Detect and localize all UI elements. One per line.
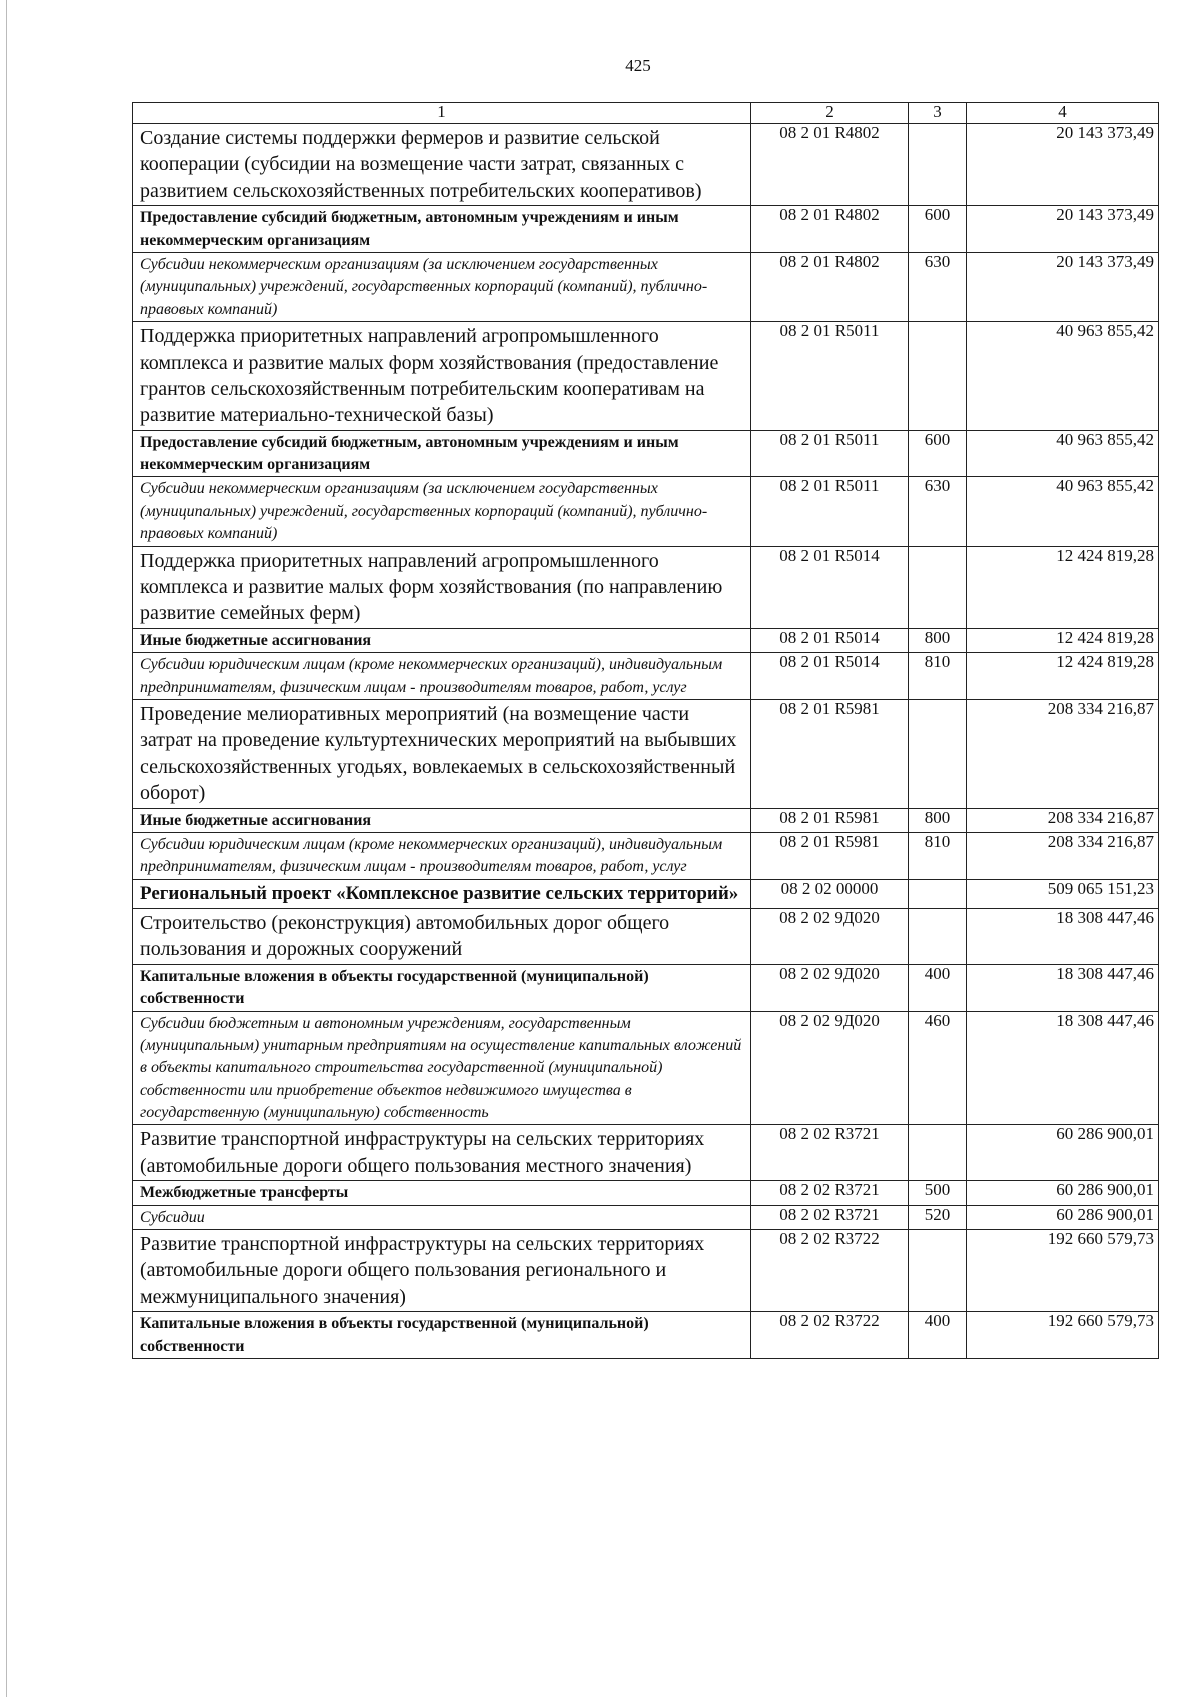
table-row [133,546,1159,628]
scan-edge-line [6,0,7,1697]
row-type: 810 [909,653,967,700]
row-type [909,124,967,206]
header-col-code: 2 [751,103,909,124]
budget-table [132,102,1159,1359]
table-row [133,1181,1159,1205]
row-code: 08 2 02 9Д020 [751,908,909,964]
table-row [133,322,1159,431]
row-type: 800 [909,628,967,652]
row-type: 400 [909,1312,967,1359]
row-amount: 18 308 447,46 [967,964,1159,1011]
row-name: Создание системы поддержки фермеров и развитие сельской кооперации (субсидии на возмещение части затрат, связанных с развитием сельскохозяйственных потребительских кооперативов) [133,124,751,206]
row-name: Субсидии юридическим лицам (кроме некоммерческих организаций), индивидуальным предпринимателям, физическим лицам - производителям товаров, работ, услуг [133,832,751,879]
row-amount: 208 334 216,87 [967,699,1159,808]
row-name: Субсидии некоммерческим организациям (за исключением государственных (муниципальных) учреждений, государственных корпораций (компаний), публично-правовых компаний) [133,252,751,321]
row-type: 600 [909,206,967,253]
row-amount: 40 963 855,42 [967,477,1159,546]
row-name: Субсидии некоммерческим организациям (за исключением государственных (муниципальных) учреждений, государственных корпораций (компаний), публично-правовых компаний) [133,477,751,546]
row-code: 08 2 02 00000 [751,879,909,908]
row-name: Поддержка приоритетных направлений агропромышленного комплекса и развитие малых форм хозяйствования (по направлению развитие семейных ферм) [133,546,751,628]
table-row [133,1312,1159,1359]
row-amount: 40 963 855,42 [967,430,1159,477]
header-col-amount: 4 [967,103,1159,124]
table-row [133,252,1159,321]
row-name: Капитальные вложения в объекты государственной (муниципальной) собственности [133,964,751,1011]
row-amount: 509 065 151,23 [967,879,1159,908]
table-row [133,879,1159,908]
row-code: 08 2 02 9Д020 [751,1011,909,1125]
row-amount: 60 286 900,01 [967,1181,1159,1205]
table-row [133,653,1159,700]
row-name: Развитие транспортной инфраструктуры на сельских территориях (автомобильные дороги общего пользования регионального и межмуниципального значения) [133,1230,751,1312]
row-amount: 60 286 900,01 [967,1125,1159,1181]
table-row [133,908,1159,964]
row-name: Проведение мелиоративных мероприятий (на возмещение части затрат на проведение культуртехнических мероприятий на выбывших сельскохозяйственных угодьях, вовлекаемых в сельскохозяйственный оборот) [133,699,751,808]
row-type [909,322,967,431]
row-amount: 208 334 216,87 [967,808,1159,832]
row-name: Капитальные вложения в объекты государственной (муниципальной) собственности [133,1312,751,1359]
table-row [133,430,1159,477]
row-type: 400 [909,964,967,1011]
row-type [909,1125,967,1181]
row-amount: 12 424 819,28 [967,546,1159,628]
table-row [133,628,1159,652]
row-code: 08 2 01 R5014 [751,628,909,652]
row-code: 08 2 01 R5981 [751,808,909,832]
row-name: Субсидии бюджетным и автономным учреждениям, государственным (муниципальным) унитарным предприятиям на осуществление капитальных вложений в объекты капитального строительства государственной (муниципальной) собственности или приобретение объектов недвижимого имущества в государственную (муниципальную) собственность [133,1011,751,1125]
row-type: 460 [909,1011,967,1125]
row-amount: 18 308 447,46 [967,1011,1159,1125]
row-code: 08 2 02 R3722 [751,1312,909,1359]
row-code: 08 2 02 R3721 [751,1125,909,1181]
row-type: 800 [909,808,967,832]
row-code: 08 2 01 R4802 [751,206,909,253]
row-code: 08 2 01 R5011 [751,430,909,477]
row-code: 08 2 01 R5011 [751,477,909,546]
table-row [133,964,1159,1011]
table-row [133,1205,1159,1229]
row-code: 08 2 02 R3721 [751,1181,909,1205]
row-type: 630 [909,477,967,546]
row-code: 08 2 01 R5014 [751,653,909,700]
row-code: 08 2 02 9Д020 [751,964,909,1011]
row-type: 810 [909,832,967,879]
row-name: Иные бюджетные ассигнования [133,808,751,832]
row-name: Предоставление субсидий бюджетным, автономным учреждениям и иным некоммерческим организациям [133,206,751,253]
row-name: Предоставление субсидий бюджетным, автономным учреждениям и иным некоммерческим организациям [133,430,751,477]
row-type [909,879,967,908]
row-code: 08 2 01 R4802 [751,252,909,321]
row-type [909,546,967,628]
row-type: 500 [909,1181,967,1205]
table-row [133,808,1159,832]
row-amount: 20 143 373,49 [967,206,1159,253]
row-name: Региональный проект «Комплексное развитие сельских территорий» [133,879,751,908]
row-type: 600 [909,430,967,477]
row-code: 08 2 01 R5014 [751,546,909,628]
row-name: Иные бюджетные ассигнования [133,628,751,652]
row-name: Развитие транспортной инфраструктуры на сельских территориях (автомобильные дороги общего пользования местного значения) [133,1125,751,1181]
row-amount: 12 424 819,28 [967,628,1159,652]
table-row [133,699,1159,808]
table-row [133,1011,1159,1125]
row-name: Межбюджетные трансферты [133,1181,751,1205]
table-row [133,124,1159,206]
row-code: 08 2 02 R3722 [751,1230,909,1312]
row-name: Поддержка приоритетных направлений агропромышленного комплекса и развитие малых форм хозяйствования (предоставление грантов сельскохозяйственным потребительским кооперативам на развитие материально-технической базы) [133,322,751,431]
table-row [133,477,1159,546]
row-amount: 192 660 579,73 [967,1230,1159,1312]
table-row [133,1125,1159,1181]
row-code: 08 2 01 R5981 [751,832,909,879]
row-code: 08 2 01 R5011 [751,322,909,431]
row-type [909,908,967,964]
row-amount: 208 334 216,87 [967,832,1159,879]
header-col-name: 1 [133,103,751,124]
row-amount: 20 143 373,49 [967,124,1159,206]
table-row [133,1230,1159,1312]
row-type: 520 [909,1205,967,1229]
row-type [909,699,967,808]
row-amount: 12 424 819,28 [967,653,1159,700]
row-type [909,1230,967,1312]
row-code: 08 2 01 R4802 [751,124,909,206]
table-body [133,124,1159,1359]
row-amount: 18 308 447,46 [967,908,1159,964]
table-row [133,832,1159,879]
row-amount: 60 286 900,01 [967,1205,1159,1229]
row-amount: 192 660 579,73 [967,1312,1159,1359]
row-amount: 20 143 373,49 [967,252,1159,321]
page-number: 425 [625,56,651,75]
row-name: Строительство (реконструкция) автомобильных дорог общего пользования и дорожных сооружений [133,908,751,964]
row-name: Субсидии [133,1205,751,1229]
row-code: 08 2 02 R3721 [751,1205,909,1229]
row-type: 630 [909,252,967,321]
row-code: 08 2 01 R5981 [751,699,909,808]
header-row [133,103,1159,124]
header-col-type: 3 [909,103,967,124]
table-row [133,206,1159,253]
row-amount: 40 963 855,42 [967,322,1159,431]
row-name: Субсидии юридическим лицам (кроме некоммерческих организаций), индивидуальным предпринимателям, физическим лицам - производителям товаров, работ, услуг [133,653,751,700]
